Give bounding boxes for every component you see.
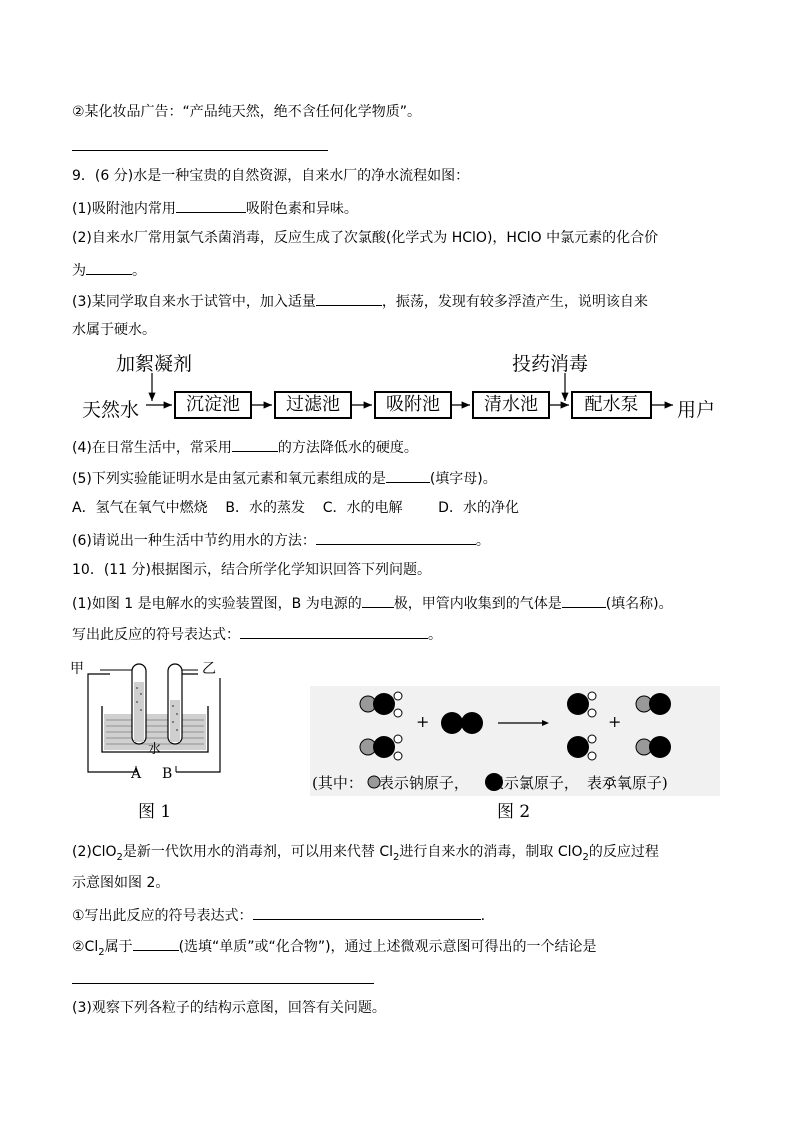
flow-box-clear-water: 清水池 xyxy=(472,391,550,419)
flow-source: 天然水 xyxy=(82,399,140,421)
q10-part1: (1)如图 1 是电解水的实验装置图，B 为电源的 极，甲管内收集到的气体是 (填名称)。 xyxy=(72,592,673,614)
flow-box-adsorption: 吸附池 xyxy=(374,391,452,419)
flow-box-filtration: 过滤池 xyxy=(274,391,352,419)
question-10-title: 10．(11 分)根据图示，结合所学化学知识回答下列问题。 xyxy=(72,562,432,578)
fig1-label-jia: 甲 xyxy=(70,661,84,677)
q9-blank5[interactable] xyxy=(386,467,430,483)
water-treatment-flowchart xyxy=(80,345,730,431)
q9-part4: (4)在日常生活中，常采用 的方法降低水的硬度。 xyxy=(72,436,418,458)
q9-blank3[interactable] xyxy=(316,290,382,306)
fig1-label-yi: 乙 xyxy=(202,661,216,677)
line-cosmetic-ad: ②某化妆品广告：“产品纯天然，绝不含任何化学物质”。 xyxy=(72,104,422,120)
q10-blank2[interactable] xyxy=(562,592,606,608)
fig2-legend: (其中： 表示钠原子， 表示氯原子， 表示氧原子) xyxy=(312,774,668,792)
q9-options: A．氢气在氧气中燃烧 B．水的蒸发 C．水的电解 D．水的净化 xyxy=(72,500,519,516)
q9-part2-cont: 为 。 xyxy=(72,259,146,281)
q9-blank6[interactable] xyxy=(316,529,476,545)
fig1-label-b: B xyxy=(162,766,173,782)
flow-box-pump: 配水泵 xyxy=(571,391,652,419)
q10-part2-1: ①写出此反应的符号表达式： . xyxy=(72,904,485,926)
flow-label-disinfect: 投药消毒 xyxy=(512,353,589,375)
q10-part3: (3)观察下列各粒子的结构示意图，回答有关问题。 xyxy=(72,1000,386,1016)
q10-part1-cont: 写出此反应的符号表达式： 。 xyxy=(72,623,442,645)
q9-blank1[interactable] xyxy=(176,197,246,213)
fig1-label-water: 水 xyxy=(148,742,162,757)
figure-2-reaction xyxy=(310,686,720,796)
q10-blank4[interactable] xyxy=(253,904,481,920)
q9-blank2[interactable] xyxy=(86,259,132,275)
flow-box-sedimentation: 沉淀池 xyxy=(174,391,252,419)
q10-part2: (2)ClO$_2$是新一代饮用水的消毒剂，可以用来代替 $Cl_2$进行自来水的消毒，制取 ClO$_2$的反应过程 xyxy=(72,844,659,863)
q10-blank1[interactable] xyxy=(362,592,394,608)
question-9-title: 9．(6 分)水是一种宝贵的自然资源，自来水厂的净水流程如图： xyxy=(72,168,470,184)
q9-blank4[interactable] xyxy=(232,436,278,452)
q10-part2-2: $②Cl_2$属于 (选填“单质”或“化合物”)，通过上述微观示意图可得出的一个结论是 xyxy=(72,935,597,963)
q10-part2-cont: 示意图如图 2。 xyxy=(72,875,170,891)
q9-part2: (2)自来水厂常用氯气杀菌消毒，反应生成了次氯酸(化学式为 HClO)，HClO 中氯元素的化合价 xyxy=(72,230,659,246)
fig2-plus-2: + xyxy=(608,712,622,731)
q10-blank5[interactable] xyxy=(133,935,179,951)
flow-user: 用户 xyxy=(677,399,716,421)
answer-line-conclusion xyxy=(72,983,374,984)
fig2-plus-1: + xyxy=(416,712,430,731)
answer-line-ad xyxy=(72,150,328,151)
q9-part6: (6)请说出一种生活中节约用水的方法： 。 xyxy=(72,529,490,551)
fig1-label-a: A xyxy=(131,766,142,782)
fig1-caption: 图 1 xyxy=(138,802,172,822)
flow-label-add-flocculant: 加絮凝剂 xyxy=(116,353,193,375)
q9-part3-cont: 水属于硬水。 xyxy=(72,322,156,338)
fig2-caption: 图 2 xyxy=(497,802,531,822)
q9-part1: (1)吸附池内常用 吸附色素和异味。 xyxy=(72,197,358,219)
q9-part3: (3)某同学取自来水于试管中，加入适量 ，振荡，发现有较多浮渣产生，说明该自来 xyxy=(72,290,648,312)
q10-blank3[interactable] xyxy=(240,623,428,639)
q9-part5: (5)下列实验能证明水是由氢元素和氧元素组成的是 (填字母)。 xyxy=(72,467,497,489)
